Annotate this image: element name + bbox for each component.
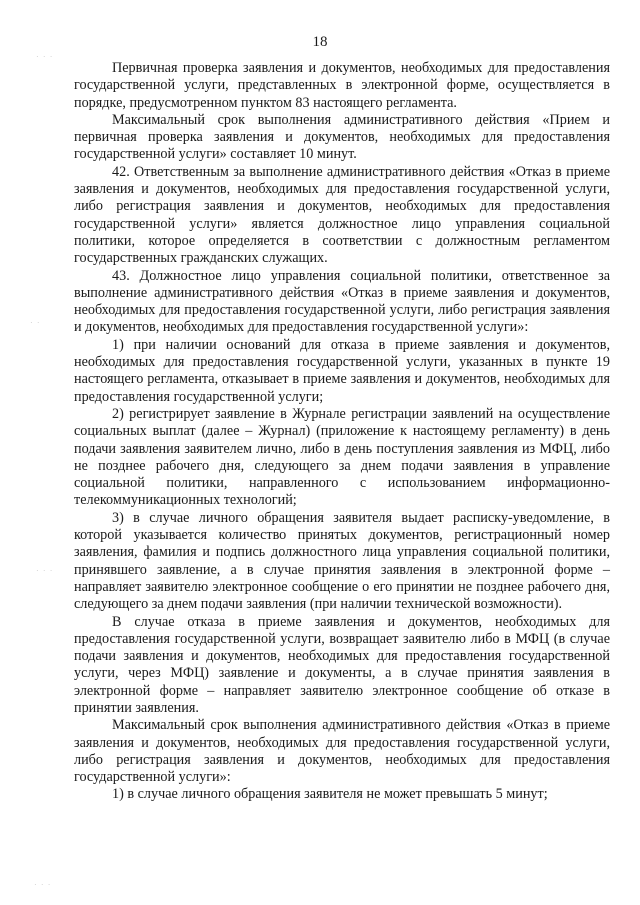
document-body [74,60,610,804]
paragraph-personal-appeal: 1) в случае личного обращения заявителя не может превышать 5 минут; [112,786,548,803]
paragraph-subitem-2: 2) регистрирует заявление в Журнале регистрации заявлений на осуществление социальных выплат (далее – Журнал) (приложение к настоящему регламенту) в день подачи заявления заявителем лично, либо в день поступления заявления из МФЦ, либо не позднее рабочего дня, следующего за днем подачи заявления в управление социальной политики, направленного с использованием информационно-телекоммуникационных технологий; [74,405,610,509]
paragraph-refusal-case: В случае отказа в приеме заявления и документов, необходимых для предоставления государственной услуги, возвращает заявителю либо в МФЦ (в случае подачи заявления и документов, необходимых для предоставления государственной услуги, через МФЦ) заявление и документы, а в случае принятия заявления в электронной форме – направляет заявителю электронное сообщение об отказе в принятии заявления. [74,613,610,716]
page-number: 18 [312,34,328,50]
paragraph-item-43: 43. Должностное лицо управления социальной политики, ответственное за выполнение административного действия «Отказ в приеме заявления и документов, необходимых для предоставления государственной услуги, либо регистрация заявления и документов, необходимых для предоставления государственной услуги»: [74,267,610,336]
paragraph-subitem-3: 3) в случае личного обращения заявителя выдает расписку-уведомление, в которой указывается количество принятых документов, регистрационный номер заявления, фамилия и подпись должностного лица управления социальной политики, принявшего заявление, а в случае принятия заявления в электронной форме – направляет заявителю электронное сообщение о его принятии не позднее рабочего дня, следующего за днем подачи заявления (при наличии технической возможности). [74,509,610,613]
margin-scan-mark: · · [30,318,41,327]
paragraph-max-time-refusal: Максимальный срок выполнения административного действия «Отказ в приеме заявления и документов, необходимых для предоставления государственной услуги, либо регистрация заявления и документов, необходимых для предоставления государственной услуги»: [74,717,610,786]
paragraph-subitem-1: 1) при наличии оснований для отказа в приеме заявления и документов, необходимых для предоставления государственной услуги, указанных в пункте 19 настоящего регламента, отказывает в приеме заявления и документов, необходимых для предоставления государственной услуги; [74,336,610,405]
margin-scan-mark: · · · [34,880,52,889]
margin-scan-mark: · · · [36,52,54,61]
paragraph-max-time-reception: Максимальный срок выполнения административного действия «Прием и первичная проверка заявления и документов, необходимых для предоставления государственной услуги» составляет 10 минут. [74,111,610,163]
paragraph-item-42: 42. Ответственным за выполнение административного действия «Отказ в приеме заявления и документов, необходимых для предоставления государственной услуги, либо регистрация заявления и документов, необходимых для предоставления государственной услуги» является должностное лицо управления социальной политики, которое определяется в соответствии с должностным регламентом государственных гражданских служащих. [74,163,610,267]
paragraph-primary-check: Первичная проверка заявления и документов, необходимых для предоставления государственной услуги, представленных в электронной форме, осуществляется в порядке, предусмотренном пунктом 83 настоящего регламента. [74,60,610,111]
margin-scan-mark: · · · [36,566,54,575]
